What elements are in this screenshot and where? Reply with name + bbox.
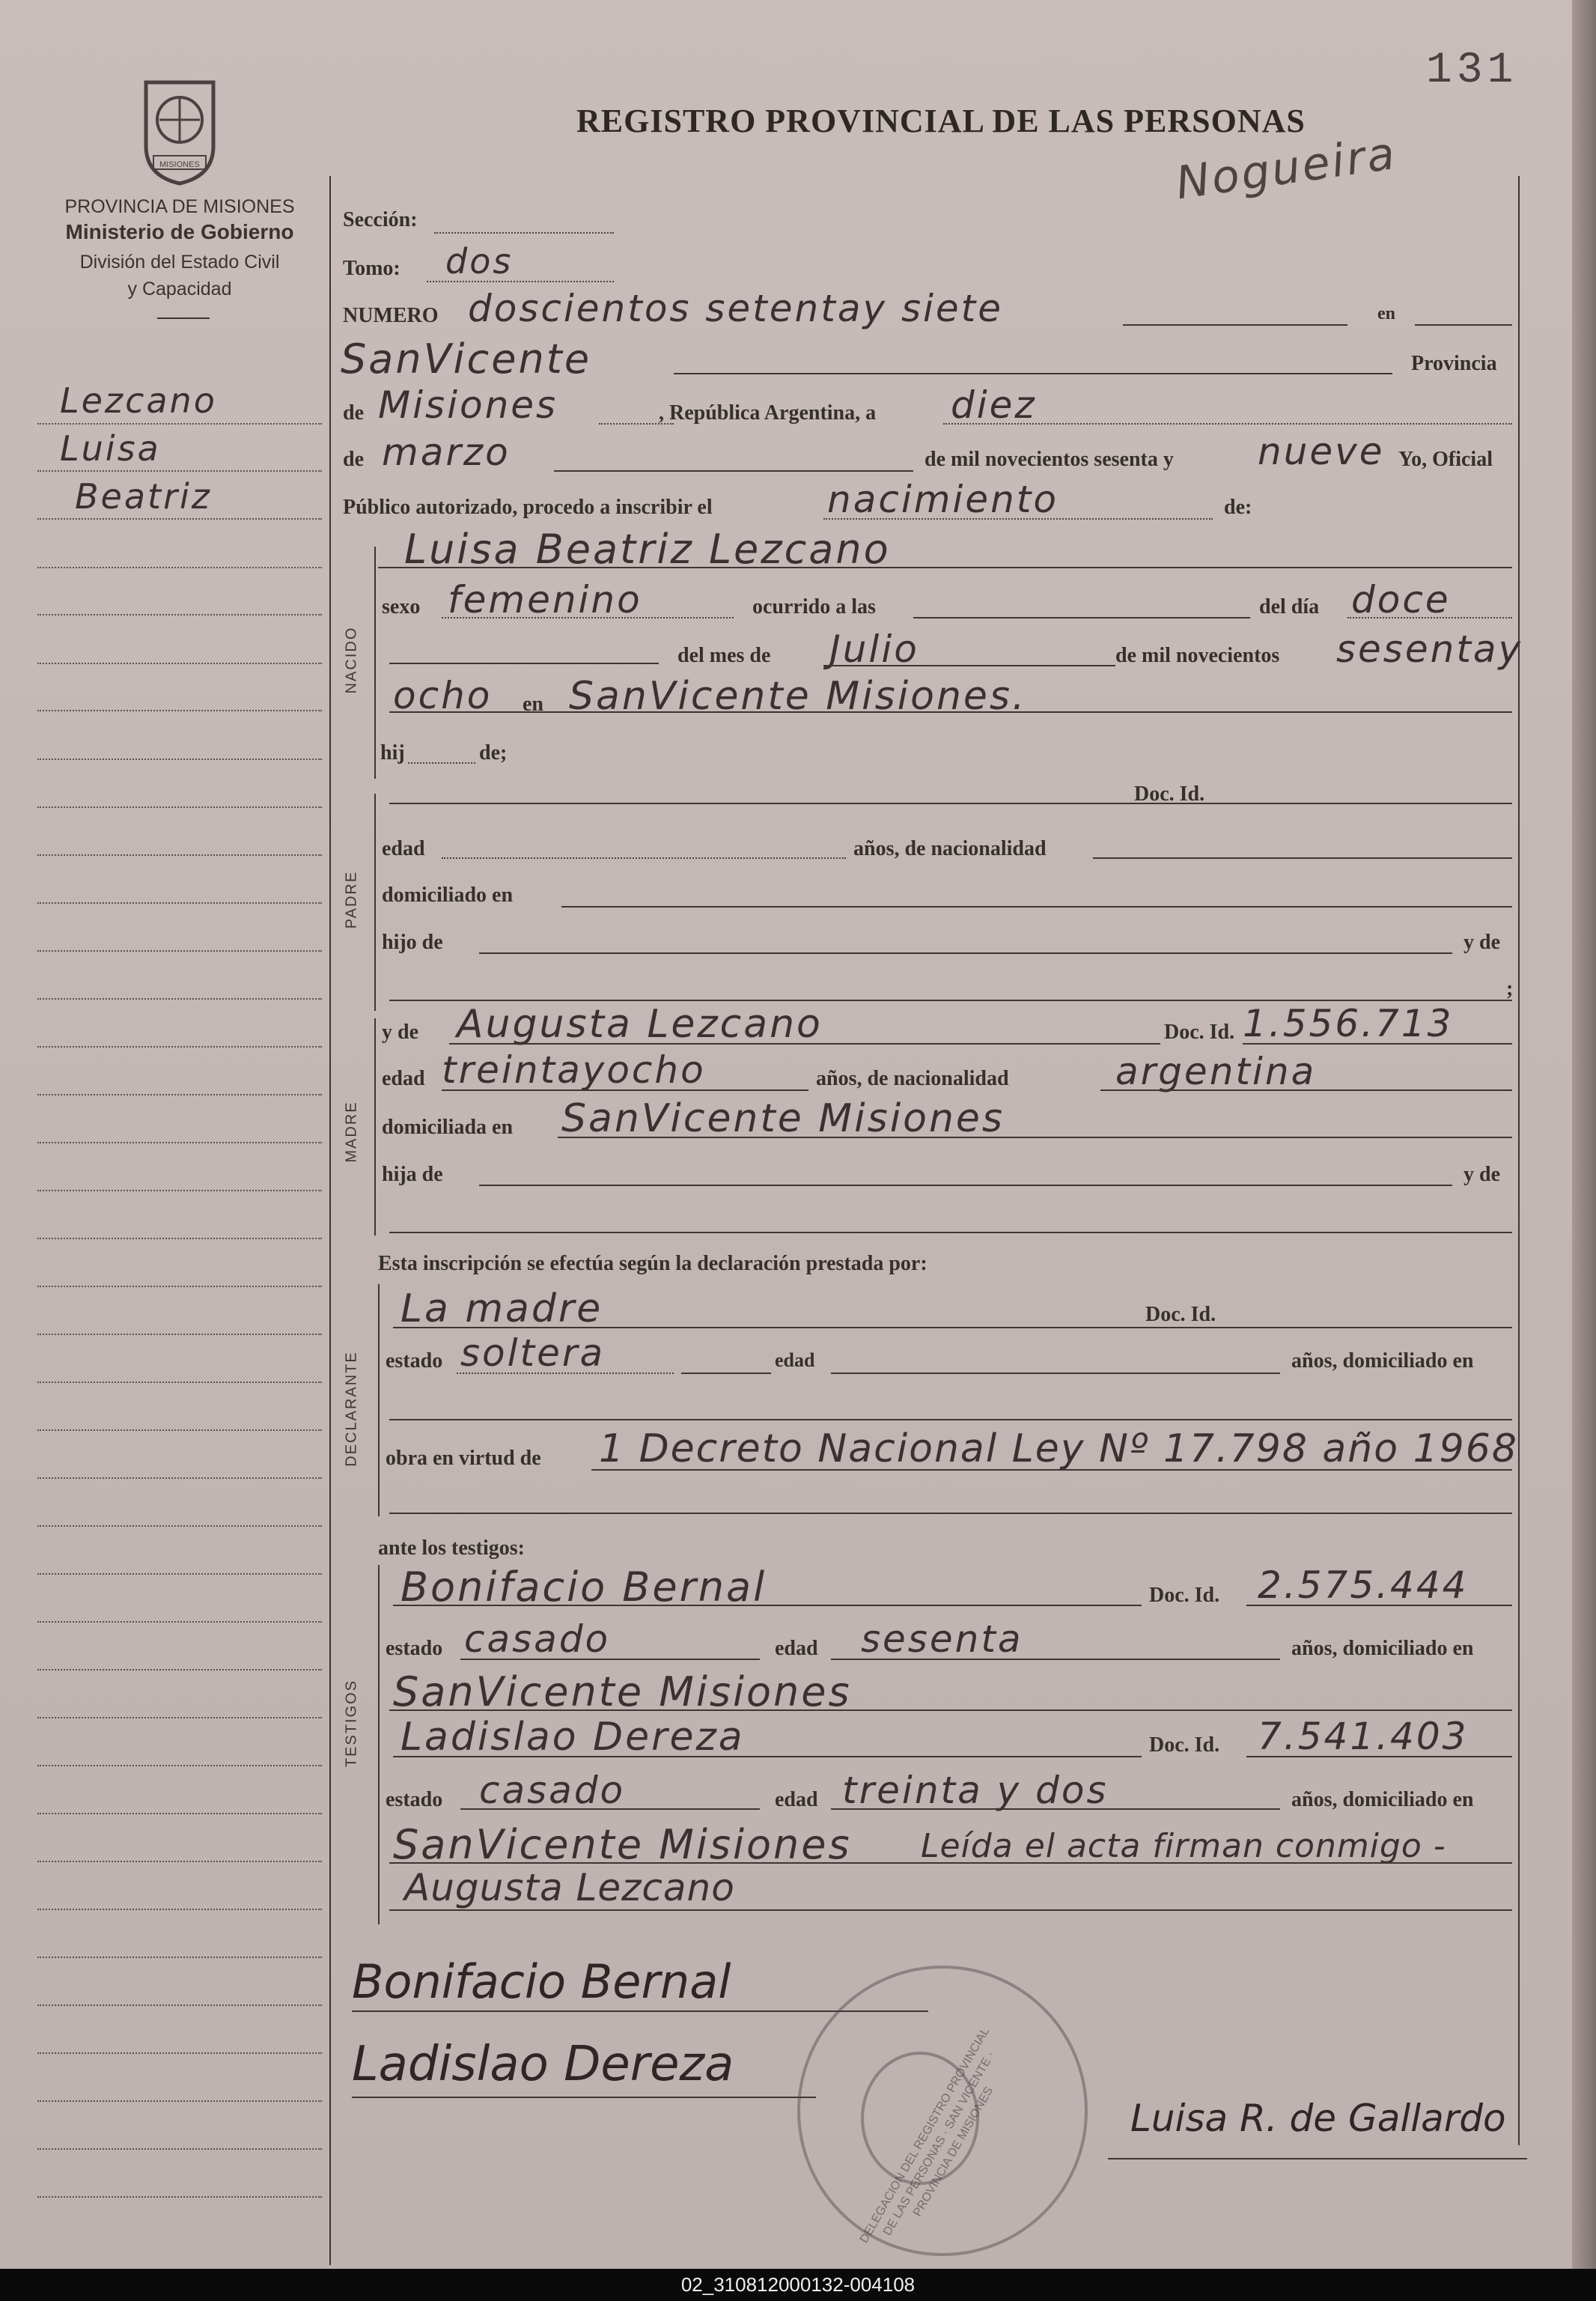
declarante-label: DECLARANTE bbox=[343, 1351, 360, 1467]
padre-doc-label: Doc. Id. bbox=[1134, 782, 1205, 806]
margin-surname: Lezcano bbox=[60, 380, 217, 421]
margin-line bbox=[37, 1238, 322, 1239]
margin-line bbox=[37, 998, 322, 1000]
declarante-dom-label: años, domiciliado en bbox=[1291, 1349, 1474, 1373]
firma-madre: Augusta Lezcano bbox=[404, 1866, 735, 1909]
padre-nac-label: años, de nacionalidad bbox=[853, 837, 1047, 860]
de-label: de bbox=[343, 401, 364, 425]
ocurrido-label: ocurrido a las bbox=[752, 595, 876, 618]
testigo1-doc-label: Doc. Id. bbox=[1149, 1584, 1220, 1607]
numero-line bbox=[1123, 324, 1347, 326]
firma-madre-line bbox=[389, 1909, 1512, 1911]
obra-line bbox=[591, 1469, 1512, 1471]
de-semicolon-label: de; bbox=[479, 741, 508, 765]
lugar-value: SanVicente bbox=[341, 335, 592, 383]
margin-line bbox=[37, 1381, 322, 1383]
testigos-bracket bbox=[378, 1565, 380, 1924]
nombre-value: Luisa Beatriz Lezcano bbox=[404, 526, 891, 573]
testigo1-edad-value: sesenta bbox=[861, 1617, 1023, 1661]
mes-nac-value: Julio bbox=[829, 627, 919, 671]
seccion-line bbox=[434, 232, 614, 234]
margin-line bbox=[37, 950, 322, 952]
padre-hijo-label: hijo de bbox=[382, 931, 443, 954]
provincia-value: Misiones bbox=[378, 383, 558, 427]
margin-line bbox=[37, 1477, 322, 1479]
margin-divider bbox=[329, 176, 331, 2265]
testigo2-value: Ladislao Dereza bbox=[400, 1715, 745, 1760]
nacido-bracket bbox=[374, 547, 376, 779]
margin-line bbox=[37, 2196, 322, 2198]
margin-line bbox=[37, 518, 322, 520]
del-mes-label: del mes de bbox=[677, 644, 771, 667]
seccion-label: Sección: bbox=[343, 208, 418, 231]
tomo-label: Tomo: bbox=[343, 257, 400, 280]
title-signature: Nogueira bbox=[1172, 127, 1401, 210]
margin-line bbox=[37, 902, 322, 904]
margin-line bbox=[37, 1046, 322, 1048]
de-colon-label: de: bbox=[1224, 496, 1252, 519]
signature-line-2 bbox=[352, 2097, 816, 2098]
madre-nac-line bbox=[1100, 1089, 1512, 1091]
right-border bbox=[1518, 176, 1520, 2145]
acto-line bbox=[823, 518, 1213, 520]
yo-oficial-label: Yo, Oficial bbox=[1398, 448, 1493, 471]
testigo2-estado-value: casado bbox=[479, 1769, 626, 1812]
padre-cont-line bbox=[389, 1000, 1512, 1001]
hora-line bbox=[913, 617, 1250, 618]
margin-line bbox=[37, 2100, 322, 2102]
republica-label: , República Argentina, a bbox=[659, 401, 877, 425]
margin-line bbox=[37, 423, 322, 425]
obra-value: 1 Decreto Nacional Ley Nº 17.798 año 1968 bbox=[599, 1426, 1518, 1471]
dia-nac-value: doce bbox=[1351, 578, 1451, 621]
file-name-bar: 02_310812000132-004108 bbox=[0, 2269, 1596, 2301]
lugar-nac-value: SanVicente Misiones. bbox=[569, 674, 1027, 719]
lugar-nac-line bbox=[389, 711, 1512, 713]
testigo2-doc-value: 7.541.403 bbox=[1258, 1715, 1469, 1758]
declarante-dom-line bbox=[389, 1419, 1512, 1420]
de-mil-label: de mil novecientos bbox=[1115, 644, 1280, 667]
en-label: en bbox=[1377, 304, 1395, 323]
declarante-bracket bbox=[378, 1284, 380, 1516]
testigo1-dom-line bbox=[389, 1709, 1512, 1711]
hij-line bbox=[408, 762, 475, 764]
declarante-value: La madre bbox=[400, 1286, 603, 1331]
margin-line bbox=[37, 1957, 322, 1958]
publico-label: Público autorizado, procedo a inscribir el bbox=[343, 496, 713, 519]
cierre-value: Leída el acta firman conmigo - bbox=[921, 1827, 1446, 1865]
mes-value: marzo bbox=[382, 431, 511, 474]
testigo2-dom-line bbox=[389, 1862, 1512, 1864]
testigo2-edad-value: treinta y dos bbox=[842, 1769, 1109, 1812]
margin-line bbox=[37, 470, 322, 472]
sexo-value: femenino bbox=[448, 578, 642, 621]
provincia-label: Provincia bbox=[1411, 352, 1497, 375]
margin-line bbox=[37, 1621, 322, 1623]
hij-label: hij bbox=[380, 741, 405, 765]
tomo-line bbox=[427, 281, 614, 282]
header-underline bbox=[157, 317, 210, 319]
margin-line bbox=[37, 710, 322, 711]
testigo1-edad-label: edad bbox=[775, 1637, 818, 1660]
signature-ladislao: Ladislao Dereza bbox=[352, 2037, 734, 2092]
en-line bbox=[1415, 324, 1512, 326]
testigo2-dom-label: años, domiciliado en bbox=[1291, 1788, 1474, 1811]
testigo1-line bbox=[393, 1605, 1142, 1606]
madre-nac-value: argentina bbox=[1115, 1050, 1317, 1093]
tomo-value: dos bbox=[445, 241, 514, 282]
testigo1-dom-label: años, domiciliado en bbox=[1291, 1637, 1474, 1660]
madre-cont-line bbox=[389, 1232, 1512, 1233]
dia-value: diez bbox=[951, 383, 1037, 427]
padre-dom-line bbox=[561, 906, 1512, 908]
madre-y-de-2-label: y de bbox=[1463, 1163, 1500, 1186]
margin-line bbox=[37, 1717, 322, 1718]
margin-line bbox=[37, 759, 322, 760]
padre-nac-line bbox=[1093, 857, 1512, 859]
madre-dom-label: domiciliada en bbox=[382, 1116, 514, 1139]
nacido-spacer-line bbox=[389, 663, 659, 664]
numero-value: doscientos setentay siete bbox=[468, 287, 1004, 330]
declarante-edad-label: edad bbox=[775, 1349, 815, 1371]
margin-line bbox=[37, 1573, 322, 1575]
testigo2-dom-value: SanVicente Misiones bbox=[393, 1821, 852, 1868]
anio-nac-value: sesentay bbox=[1336, 627, 1523, 671]
obra-line-2 bbox=[389, 1513, 1512, 1514]
testigo1-value: Bonifacio Bernal bbox=[400, 1563, 767, 1611]
margin-line bbox=[37, 1765, 322, 1766]
margin-middle-name: Beatriz bbox=[75, 476, 212, 517]
mes-line bbox=[554, 470, 913, 472]
lugar-line bbox=[674, 373, 1392, 374]
padre-name-line bbox=[389, 803, 1512, 804]
page-number: 131 bbox=[1426, 46, 1518, 95]
margin-line bbox=[37, 806, 322, 808]
testigo1-doc-value: 2.575.444 bbox=[1258, 1563, 1469, 1607]
declarante-estado-line bbox=[457, 1373, 674, 1374]
testigo2-edad-label: edad bbox=[775, 1788, 818, 1811]
del-dia-label: del día bbox=[1259, 595, 1320, 618]
sexo-label: sexo bbox=[382, 595, 421, 618]
declarante-edad-line bbox=[831, 1373, 1280, 1374]
margin-line bbox=[37, 854, 322, 856]
declarante-line bbox=[393, 1327, 1512, 1328]
obra-label: obra en virtud de bbox=[386, 1447, 541, 1470]
nombre-line bbox=[378, 567, 1512, 568]
padre-hijo-line bbox=[479, 952, 1452, 954]
madre-nombre-line bbox=[449, 1043, 1160, 1045]
margin-line bbox=[37, 1094, 322, 1095]
madre-nombre-value: Augusta Lezcano bbox=[457, 1002, 823, 1047]
division-name: División del Estado Civil bbox=[79, 252, 280, 273]
testigo2-edad-line bbox=[831, 1808, 1280, 1810]
margin-line bbox=[37, 2004, 322, 2006]
margin-line bbox=[37, 1429, 322, 1431]
numero-label: NUMERO bbox=[343, 304, 439, 327]
signature-official: Luisa R. de Gallardo bbox=[1130, 2097, 1506, 2140]
margin-line bbox=[37, 1334, 322, 1335]
margin-line bbox=[37, 1813, 322, 1814]
declarante-estado-value: soltera bbox=[460, 1331, 606, 1375]
ministry-name: Ministerio de Gobierno bbox=[65, 220, 294, 243]
madre-hija-line bbox=[479, 1185, 1452, 1186]
testigo1-doc-line bbox=[1246, 1605, 1512, 1606]
testigo2-estado-line bbox=[460, 1808, 760, 1810]
madre-label: MADRE bbox=[343, 1101, 360, 1163]
anio-value: nueve bbox=[1258, 430, 1385, 473]
testigo1-estado-value: casado bbox=[464, 1617, 611, 1661]
testigo1-estado-label: estado bbox=[386, 1637, 443, 1660]
testigo1-edad-line bbox=[831, 1659, 1280, 1660]
acto-value: nacimiento bbox=[827, 478, 1059, 521]
sexo-line bbox=[442, 617, 734, 618]
testigo2-estado-label: estado bbox=[386, 1788, 443, 1811]
margin-line bbox=[37, 1861, 322, 1862]
testigo2-doc-label: Doc. Id. bbox=[1149, 1733, 1220, 1757]
padre-edad-line bbox=[442, 857, 846, 859]
madre-edad-label: edad bbox=[382, 1067, 425, 1090]
dia-line bbox=[943, 423, 1512, 425]
padre-edad-label: edad bbox=[382, 837, 425, 860]
margin-line bbox=[37, 2148, 322, 2150]
testigo2-line bbox=[393, 1756, 1142, 1757]
division-name-2: y Capacidad bbox=[127, 279, 232, 300]
crest-label: MISIONES bbox=[159, 160, 200, 169]
padre-semicolon: ; bbox=[1506, 977, 1514, 1000]
signature-bonifacio: Bonifacio Bernal bbox=[352, 1954, 731, 2009]
madre-doc-value: 1.556.713 bbox=[1243, 1002, 1454, 1045]
testigos-intro-label: ante los testigos: bbox=[378, 1536, 525, 1560]
margin-first-name: Luisa bbox=[60, 428, 161, 469]
anio-nac-value-2: ocho bbox=[393, 674, 493, 717]
padre-bracket bbox=[374, 794, 376, 1011]
margin-line bbox=[37, 1142, 322, 1143]
margin-line bbox=[37, 1525, 322, 1527]
margin-line bbox=[37, 2052, 322, 2054]
margin-line bbox=[37, 1909, 322, 1910]
madre-dom-value: SanVicente Misiones bbox=[561, 1096, 1005, 1141]
madre-nac-label: años, de nacionalidad bbox=[816, 1067, 1009, 1090]
province-crest-icon bbox=[131, 75, 228, 187]
margin-line bbox=[37, 1190, 322, 1191]
declarante-estado-label: estado bbox=[386, 1349, 443, 1373]
mil-novecientos-label: de mil novecientos sesenta y bbox=[925, 448, 1174, 471]
de-mes-label: de bbox=[343, 448, 364, 471]
declarante-doc-label: Doc. Id. bbox=[1145, 1303, 1216, 1326]
madre-edad-value: treintayocho bbox=[442, 1048, 706, 1092]
testigo1-dom-value: SanVicente Misiones bbox=[393, 1668, 852, 1715]
madre-y-de-label: y de bbox=[382, 1021, 418, 1044]
padre-dom-label: domiciliado en bbox=[382, 884, 514, 907]
form-title: REGISTRO PROVINCIAL DE LAS PERSONAS bbox=[576, 103, 1306, 139]
mes-nac-line bbox=[823, 665, 1115, 666]
seal-text: DELEGACION DEL REGISTRO PROVINCIAL DE LAS PERSONAS · SAN VICENTE · PROVINCIA DE MISIONES bbox=[857, 2025, 998, 2246]
book-binding bbox=[1572, 0, 1596, 2269]
nacido-label: NACIDO bbox=[343, 626, 360, 694]
testigo2-doc-line bbox=[1246, 1756, 1512, 1757]
margin-line bbox=[37, 567, 322, 568]
province-name: PROVINCIA DE MISIONES bbox=[64, 196, 295, 217]
margin-line bbox=[37, 614, 322, 615]
padre-y-de-label: y de bbox=[1463, 931, 1500, 954]
signature-line-3 bbox=[1108, 2158, 1527, 2159]
margin-line bbox=[37, 1286, 322, 1287]
dia-nac-line bbox=[1347, 617, 1512, 618]
declaracion-label: Esta inscripción se efectúa según la declaración prestada por: bbox=[378, 1252, 928, 1275]
testigos-label: TESTIGOS bbox=[343, 1679, 360, 1768]
declarante-spacer bbox=[681, 1373, 771, 1374]
madre-edad-line bbox=[442, 1089, 808, 1091]
madre-doc-label: Doc. Id. bbox=[1164, 1021, 1235, 1044]
madre-hija-label: hija de bbox=[382, 1163, 443, 1186]
testigo1-estado-line bbox=[460, 1659, 760, 1660]
en-nac-label: en bbox=[523, 693, 543, 716]
padre-label: PADRE bbox=[343, 870, 360, 929]
margin-line bbox=[37, 663, 322, 664]
madre-doc-line bbox=[1243, 1043, 1512, 1045]
madre-bracket bbox=[374, 1018, 376, 1235]
madre-dom-line bbox=[558, 1137, 1512, 1138]
margin-line bbox=[37, 1669, 322, 1671]
